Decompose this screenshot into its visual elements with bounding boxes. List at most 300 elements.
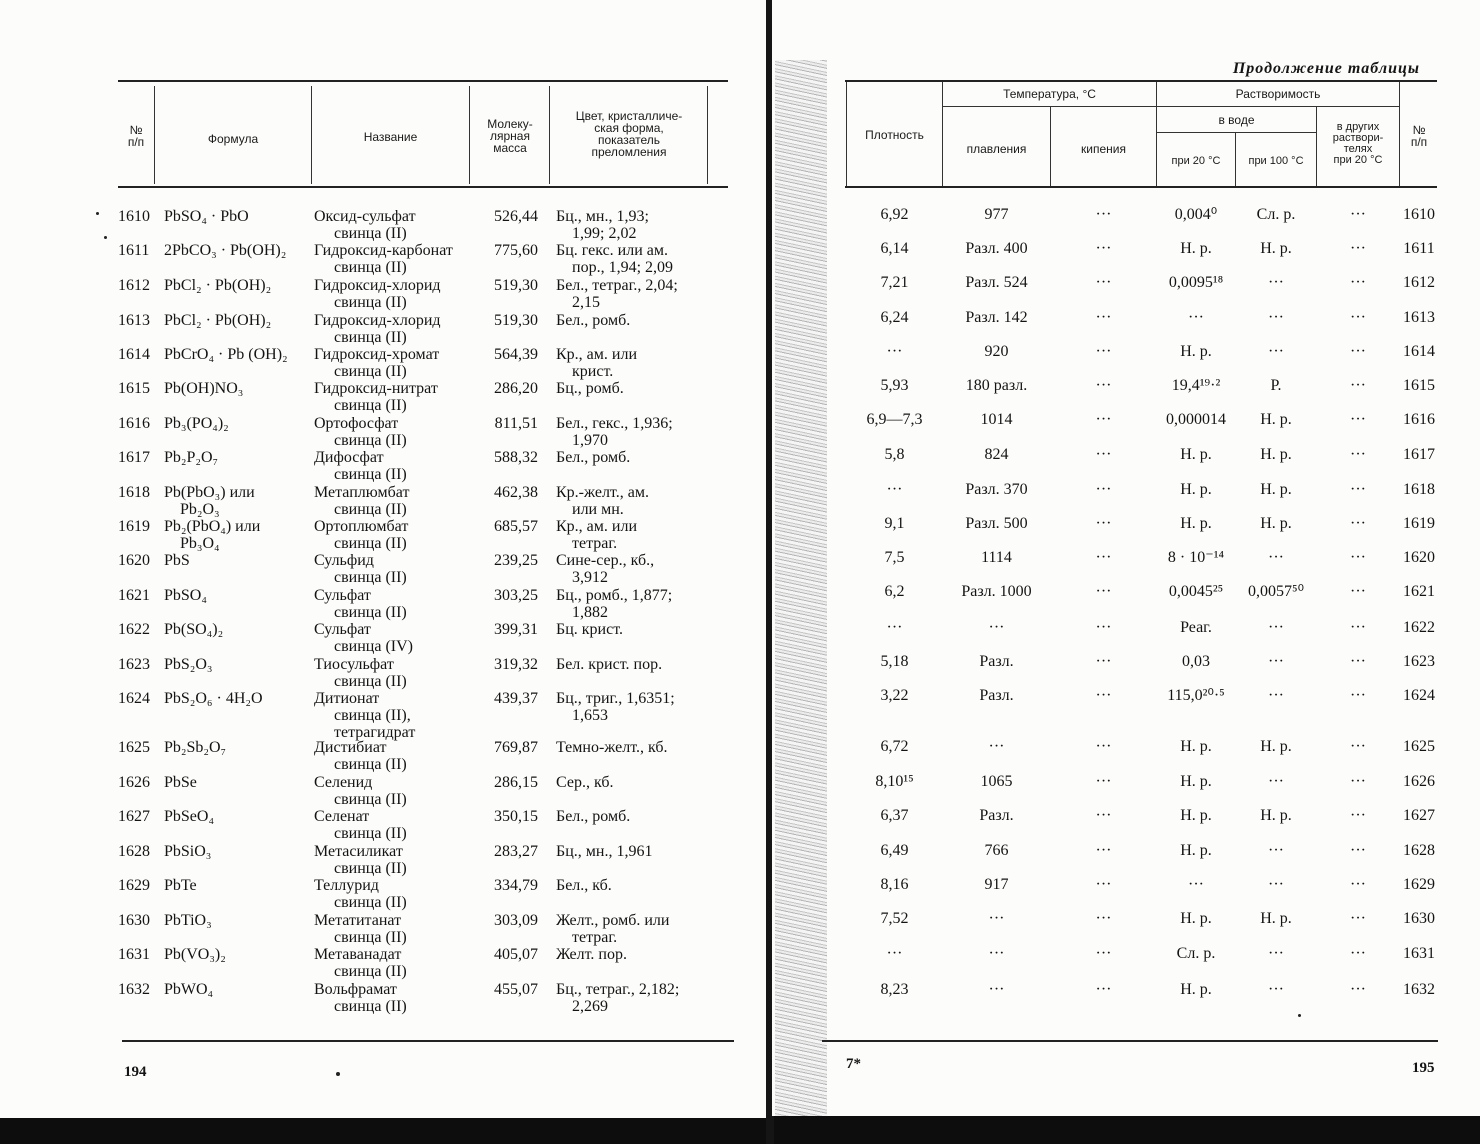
formula: PbSiO₃ bbox=[164, 843, 212, 860]
molar-mass: 439,37 bbox=[494, 690, 538, 707]
table-row bbox=[0, 552, 768, 586]
cell-s100: ··· bbox=[1268, 945, 1284, 962]
cell-melt: Разл. 524 bbox=[965, 274, 1028, 291]
cell-num: 1610 bbox=[1403, 206, 1435, 223]
table-row bbox=[772, 876, 1480, 910]
molar-mass: 564,39 bbox=[494, 346, 538, 363]
table-row bbox=[772, 842, 1480, 876]
header-num: № п/п bbox=[127, 123, 145, 149]
row-number: 1629 bbox=[118, 877, 150, 894]
cell-s100: ··· bbox=[1268, 842, 1284, 859]
cell-s20: 0,0045²⁵ bbox=[1168, 583, 1224, 600]
formula: Pb₂Sb₂O₇ bbox=[164, 739, 227, 756]
table-row bbox=[0, 587, 768, 621]
cell-s20: Н. р. bbox=[1180, 515, 1212, 532]
row-number: 1630 bbox=[118, 912, 150, 929]
table-row bbox=[772, 309, 1480, 343]
row-number: 1621 bbox=[118, 587, 150, 604]
compound-name-cont: свинца (II) bbox=[334, 963, 407, 980]
cell-melt: 1014 bbox=[980, 411, 1013, 428]
table-row bbox=[0, 877, 768, 911]
cell-melt: Разл. bbox=[979, 687, 1014, 704]
header-melting: плавления bbox=[966, 142, 1027, 156]
compound-name: Гидроксид-хромат bbox=[314, 346, 440, 363]
cell-boil: ··· bbox=[1095, 274, 1112, 291]
molar-mass: 286,20 bbox=[494, 380, 538, 397]
table-row bbox=[772, 773, 1480, 807]
cell-density: 5,8 bbox=[884, 446, 905, 463]
row-number: 1613 bbox=[118, 312, 150, 329]
compound-name-cont: свинца (II) bbox=[334, 894, 407, 911]
cell-other: ··· bbox=[1350, 377, 1366, 394]
row-number: 1624 bbox=[118, 690, 150, 707]
formula: PbS₂O₃ bbox=[164, 656, 213, 673]
cell-other: ··· bbox=[1350, 274, 1366, 291]
cell-melt: 977 bbox=[984, 206, 1009, 223]
bottom-rule bbox=[122, 1040, 734, 1042]
row-number: 1620 bbox=[118, 552, 150, 569]
table-row bbox=[772, 910, 1480, 944]
formula: PbSe bbox=[164, 774, 197, 791]
cell-boil: ··· bbox=[1095, 240, 1112, 257]
cell-other: ··· bbox=[1350, 343, 1366, 360]
cell-density: 6,92 bbox=[880, 206, 909, 223]
cell-density: 7,52 bbox=[880, 910, 909, 927]
formula: PbSO₄ bbox=[164, 587, 207, 604]
compound-name-cont: свинца (II) bbox=[334, 756, 407, 773]
cell-boil: ··· bbox=[1095, 583, 1112, 600]
color-form-cont: или мн. bbox=[572, 501, 624, 518]
compound-name: Дистибиат bbox=[314, 739, 387, 756]
color-form: Бц., триг., 1,6351; bbox=[556, 690, 675, 707]
formula: Pb₂P₂O₇ bbox=[164, 449, 219, 466]
page-number: 194 bbox=[124, 1064, 147, 1080]
compound-name-cont: свинца (II) bbox=[334, 329, 407, 346]
cell-s100: ··· bbox=[1268, 981, 1284, 998]
formula: PbSeO₄ bbox=[164, 808, 215, 825]
row-number: 1617 bbox=[118, 449, 150, 466]
table-row bbox=[772, 807, 1480, 841]
color-form: Бц. крист. bbox=[556, 621, 623, 638]
compound-name: Сульфид bbox=[314, 552, 374, 569]
compound-name-cont: свинца (II) bbox=[334, 466, 407, 483]
cell-s100: Н. р. bbox=[1260, 446, 1292, 463]
table-row bbox=[0, 346, 768, 380]
cell-s20: Н. р. bbox=[1180, 481, 1212, 498]
cell-boil: ··· bbox=[1095, 653, 1112, 670]
cell-melt: Разл. bbox=[979, 653, 1014, 670]
cell-s20: Н. р. bbox=[1180, 738, 1212, 755]
cell-num: 1614 bbox=[1403, 343, 1435, 360]
signature-mark: 7* bbox=[846, 1056, 861, 1072]
table-row bbox=[0, 739, 768, 773]
cell-other: ··· bbox=[1350, 411, 1366, 428]
color-form-cont: пор., 1,94; 2,09 bbox=[572, 259, 674, 276]
table-row bbox=[0, 242, 768, 276]
cell-s20: Сл. р. bbox=[1176, 945, 1216, 962]
cell-melt: ··· bbox=[988, 910, 1005, 927]
print-speck bbox=[96, 212, 99, 215]
cell-s20: Н. р. bbox=[1180, 910, 1212, 927]
page-number: 195 bbox=[1412, 1060, 1435, 1076]
table-row bbox=[0, 380, 768, 414]
row-number: 1623 bbox=[118, 656, 150, 673]
cell-melt: 917 bbox=[984, 876, 1009, 893]
cell-num: 1621 bbox=[1403, 583, 1435, 600]
print-speck bbox=[336, 1072, 340, 1076]
compound-name: Гидроксид-карбонат bbox=[314, 242, 453, 259]
molar-mass: 399,31 bbox=[494, 621, 538, 638]
cell-other: ··· bbox=[1350, 876, 1366, 893]
color-form: Бц. гекс. или ам. bbox=[556, 242, 669, 259]
color-form: Кр.-желт., ам. bbox=[556, 484, 649, 501]
color-form: Бел., кб. bbox=[556, 877, 612, 894]
compound-name: Сульфат bbox=[314, 587, 371, 604]
cell-other: ··· bbox=[1350, 481, 1366, 498]
compound-name-cont: свинца (II) bbox=[334, 998, 407, 1015]
cell-boil: ··· bbox=[1095, 309, 1112, 326]
color-form-cont: 1,882 bbox=[572, 604, 608, 621]
compound-name-cont: свинца (II) bbox=[334, 294, 407, 311]
table-row bbox=[0, 912, 768, 946]
cell-s20: 8 · 10⁻¹⁴ bbox=[1167, 549, 1225, 566]
cell-s100: ··· bbox=[1268, 309, 1284, 326]
color-form: Желт., ромб. или bbox=[556, 912, 670, 929]
cell-density: 8,16 bbox=[880, 876, 909, 893]
cell-s100: ··· bbox=[1268, 549, 1284, 566]
color-form: Сер., кб. bbox=[556, 774, 614, 791]
row-number: 1628 bbox=[118, 843, 150, 860]
cell-boil: ··· bbox=[1095, 343, 1112, 360]
col-divider bbox=[311, 86, 312, 184]
cell-melt: ··· bbox=[988, 981, 1005, 998]
cell-other: ··· bbox=[1350, 206, 1366, 223]
cell-other: ··· bbox=[1350, 981, 1366, 998]
cell-num: 1632 bbox=[1403, 981, 1435, 998]
molar-mass: 286,15 bbox=[494, 774, 538, 791]
cell-s20: Н. р. bbox=[1180, 240, 1212, 257]
color-form: Желт. пор. bbox=[556, 946, 627, 963]
cell-s100: Н. р. bbox=[1260, 515, 1292, 532]
formula: PbCrO₄ · Pb (OH)₂ bbox=[164, 346, 288, 363]
cell-density: ··· bbox=[886, 481, 903, 498]
cell-melt: Разл. 500 bbox=[965, 515, 1028, 532]
cell-s100: ··· bbox=[1268, 343, 1284, 360]
cell-boil: ··· bbox=[1095, 549, 1112, 566]
cell-boil: ··· bbox=[1095, 910, 1112, 927]
cell-s100: Н. р. bbox=[1260, 240, 1292, 257]
cell-density: ··· bbox=[886, 945, 903, 962]
table-row bbox=[0, 621, 768, 655]
cell-other: ··· bbox=[1350, 773, 1366, 790]
molar-mass: 283,27 bbox=[494, 843, 538, 860]
formula: PbCl₂ · Pb(OH)₂ bbox=[164, 312, 272, 329]
color-form: Бел., тетраг., 2,04; bbox=[556, 277, 678, 294]
header-other-solvents: в других раствори- телях при 20 °С bbox=[1332, 121, 1384, 166]
color-form-cont: крист. bbox=[572, 363, 614, 380]
color-form-cont: тетраг. bbox=[572, 929, 618, 946]
cell-other: ··· bbox=[1350, 549, 1366, 566]
molar-mass: 455,07 bbox=[494, 981, 538, 998]
cell-boil: ··· bbox=[1095, 945, 1112, 962]
row-number: 1610 bbox=[118, 208, 150, 225]
cell-density: 3,22 bbox=[880, 687, 909, 704]
header-at-100: при 100 °С bbox=[1248, 155, 1304, 167]
cell-num: 1626 bbox=[1403, 773, 1435, 790]
molar-mass: 303,25 bbox=[494, 587, 538, 604]
cell-other: ··· bbox=[1350, 807, 1366, 824]
table-row bbox=[0, 656, 768, 690]
header-subrule bbox=[1157, 132, 1316, 133]
cell-melt: Разл. bbox=[979, 807, 1014, 824]
color-form: Кр., ам. или bbox=[556, 346, 638, 363]
cell-s100: ··· bbox=[1268, 619, 1284, 636]
print-speck bbox=[1298, 1014, 1301, 1017]
col-divider bbox=[707, 86, 708, 184]
table-row bbox=[772, 343, 1480, 377]
cell-num: 1620 bbox=[1403, 549, 1435, 566]
cell-melt: Разл. 1000 bbox=[961, 583, 1032, 600]
color-form-cont: 1,99; 2,02 bbox=[572, 225, 637, 242]
compound-name: Селенид bbox=[314, 774, 373, 791]
cell-num: 1613 bbox=[1403, 309, 1435, 326]
cell-other: ··· bbox=[1350, 842, 1366, 859]
cell-num: 1616 bbox=[1403, 411, 1435, 428]
cell-density: 6,24 bbox=[880, 309, 909, 326]
table-row bbox=[772, 274, 1480, 308]
formula: Pb(VO₃)₂ bbox=[164, 946, 226, 963]
cell-s100: ··· bbox=[1268, 773, 1284, 790]
cell-density: 6,2 bbox=[884, 583, 905, 600]
formula: Pb₃(PO₄)₂ bbox=[164, 415, 229, 432]
cell-s100: ··· bbox=[1268, 687, 1284, 704]
molar-mass: 239,25 bbox=[494, 552, 538, 569]
formula: PbCl₂ · Pb(OH)₂ bbox=[164, 277, 272, 294]
table-row bbox=[772, 446, 1480, 480]
compound-name-cont: свинца (II) bbox=[334, 604, 407, 621]
molar-mass: 462,38 bbox=[494, 484, 538, 501]
cell-other: ··· bbox=[1350, 515, 1366, 532]
header-formula: Формула bbox=[207, 132, 259, 146]
cell-density: 6,72 bbox=[880, 738, 909, 755]
cell-s20: Н. р. bbox=[1180, 343, 1212, 360]
compound-name: Дитионат bbox=[314, 690, 380, 707]
compound-name: Вольфрамат bbox=[314, 981, 397, 998]
molar-mass: 811,51 bbox=[494, 415, 538, 432]
cell-other: ··· bbox=[1350, 240, 1366, 257]
cell-s20: Н. р. bbox=[1180, 981, 1212, 998]
compound-name: Селенат bbox=[314, 808, 370, 825]
row-number: 1622 bbox=[118, 621, 150, 638]
bottom-rule bbox=[822, 1040, 1438, 1042]
cell-melt: 1065 bbox=[980, 773, 1013, 790]
table-row bbox=[772, 481, 1480, 515]
cell-s100: ··· bbox=[1268, 876, 1284, 893]
formula-alt: Pb₃O₄ bbox=[180, 535, 220, 552]
compound-name-cont: свинца (II) bbox=[334, 225, 407, 242]
cell-s100: Н. р. bbox=[1260, 481, 1292, 498]
compound-name-cont: свинца (II) bbox=[334, 259, 407, 276]
row-number: 1626 bbox=[118, 774, 150, 791]
top-rule bbox=[845, 80, 1437, 82]
row-number: 1614 bbox=[118, 346, 150, 363]
color-form: Бел. крист. пор. bbox=[556, 656, 663, 673]
header-color: Цвет, кристалличе- ская форма, показатель преломления bbox=[575, 109, 683, 159]
cell-s20: 0,03 bbox=[1182, 653, 1210, 670]
formula: 2PbCO₃ · Pb(OH)₂ bbox=[164, 242, 287, 259]
cell-other: ··· bbox=[1350, 687, 1366, 704]
cell-density: 8,10¹⁵ bbox=[875, 773, 914, 790]
compound-name: Метасиликат bbox=[314, 843, 403, 860]
color-form: Сине-сер., кб., bbox=[556, 552, 655, 569]
header-subrule bbox=[943, 106, 1156, 107]
compound-name: Метаванадат bbox=[314, 946, 402, 963]
cell-num: 1627 bbox=[1403, 807, 1435, 824]
compound-name-cont: свинца (II) bbox=[334, 501, 407, 518]
formula: Pb₂(PbO₄) или bbox=[164, 518, 261, 535]
cell-num: 1612 bbox=[1403, 274, 1435, 291]
cell-other: ··· bbox=[1350, 583, 1366, 600]
row-number: 1612 bbox=[118, 277, 150, 294]
cell-other: ··· bbox=[1350, 910, 1366, 927]
formula: Pb(SO₄)₂ bbox=[164, 621, 224, 638]
cell-s100: 0,0057⁵⁰ bbox=[1248, 583, 1304, 600]
table-row bbox=[0, 449, 768, 483]
molar-mass: 526,44 bbox=[494, 208, 538, 225]
color-form-cont: 2,269 bbox=[572, 998, 608, 1015]
molar-mass: 334,79 bbox=[494, 877, 538, 894]
table-row bbox=[772, 583, 1480, 617]
row-number: 1619 bbox=[118, 518, 150, 535]
cell-density: 6,14 bbox=[880, 240, 909, 257]
formula: PbTiO₃ bbox=[164, 912, 212, 929]
compound-name-cont: свинца (II) bbox=[334, 432, 407, 449]
cell-s20: Н. р. bbox=[1180, 446, 1212, 463]
cell-other: ··· bbox=[1350, 738, 1366, 755]
continuation-label: Продолжение таблицы bbox=[1232, 60, 1420, 77]
compound-name: Гидроксид-хлорид bbox=[314, 312, 441, 329]
molar-mass: 775,60 bbox=[494, 242, 538, 259]
cell-s20: ··· bbox=[1188, 309, 1204, 326]
compound-name: Теллурид bbox=[314, 877, 379, 894]
formula: PbS bbox=[164, 552, 190, 569]
cell-melt: Разл. 142 bbox=[965, 309, 1028, 326]
table-row bbox=[772, 738, 1480, 772]
print-speck bbox=[104, 236, 107, 239]
cell-boil: ··· bbox=[1095, 515, 1112, 532]
compound-name-cont: свинца (II) bbox=[334, 569, 407, 586]
row-number: 1631 bbox=[118, 946, 150, 963]
compound-name-cont: свинца (II), bbox=[334, 707, 411, 724]
table-row bbox=[0, 415, 768, 449]
header-in-water: в воде bbox=[1218, 113, 1255, 127]
cell-num: 1619 bbox=[1403, 515, 1435, 532]
molar-mass: 685,57 bbox=[494, 518, 538, 535]
cell-s20: Реаг. bbox=[1180, 619, 1212, 636]
header-mass: Молеку- лярная масса bbox=[487, 117, 533, 155]
cell-num: 1623 bbox=[1403, 653, 1435, 670]
header-rule bbox=[118, 186, 728, 188]
molar-mass: 769,87 bbox=[494, 739, 538, 756]
col-divider bbox=[469, 86, 470, 184]
table-row bbox=[772, 206, 1480, 240]
cell-other: ··· bbox=[1350, 619, 1366, 636]
color-form-cont: 1,970 bbox=[572, 432, 608, 449]
row-number: 1632 bbox=[118, 981, 150, 998]
cell-num: 1615 bbox=[1403, 377, 1435, 394]
cell-s20: ··· bbox=[1188, 876, 1204, 893]
cell-s20: 115,0²⁰·⁵ bbox=[1167, 687, 1225, 704]
header-num: № п/п bbox=[1410, 123, 1428, 149]
cell-melt: 920 bbox=[984, 343, 1009, 360]
molar-mass: 588,32 bbox=[494, 449, 538, 466]
molar-mass: 350,15 bbox=[494, 808, 538, 825]
color-form: Бел., ромб. bbox=[556, 312, 631, 329]
color-form-cont: 2,15 bbox=[572, 294, 600, 311]
formula: PbTe bbox=[164, 877, 197, 894]
cell-s100: ··· bbox=[1268, 274, 1284, 291]
formula: PbWO₄ bbox=[164, 981, 214, 998]
cell-s20: 0,0095¹⁸ bbox=[1168, 274, 1224, 291]
color-form: Бц., мн., 1,961 bbox=[556, 843, 653, 860]
compound-name-cont: свинца (IV) bbox=[334, 638, 413, 655]
cell-boil: ··· bbox=[1095, 411, 1112, 428]
cell-s20: 0,004⁰ bbox=[1174, 206, 1218, 223]
color-form: Бц., мн., 1,93; bbox=[556, 208, 649, 225]
cell-s100: Н. р. bbox=[1260, 807, 1292, 824]
cell-s20: 19,4¹⁹·² bbox=[1171, 377, 1221, 394]
row-number: 1625 bbox=[118, 739, 150, 756]
compound-name: Оксид-сульфат bbox=[314, 208, 416, 225]
cell-other: ··· bbox=[1350, 653, 1366, 670]
compound-name: Тиосульфат bbox=[314, 656, 394, 673]
table-row bbox=[772, 411, 1480, 445]
molar-mass: 519,30 bbox=[494, 312, 538, 329]
cell-melt: 180 разл. bbox=[965, 377, 1028, 394]
molar-mass: 319,32 bbox=[494, 656, 538, 673]
table-row bbox=[772, 240, 1480, 274]
molar-mass: 303,09 bbox=[494, 912, 538, 929]
color-form: Темно-желт., кб. bbox=[556, 739, 668, 756]
cell-num: 1625 bbox=[1403, 738, 1435, 755]
table-row bbox=[772, 619, 1480, 653]
formula-alt: Pb₂O₃ bbox=[180, 501, 220, 518]
compound-name: Метаплюмбат bbox=[314, 484, 410, 501]
color-form: Бц., ромб. bbox=[556, 380, 624, 397]
cell-s20: Н. р. bbox=[1180, 807, 1212, 824]
compound-name-cont: свинца (II) bbox=[334, 673, 407, 690]
cell-num: 1630 bbox=[1403, 910, 1435, 927]
cell-num: 1628 bbox=[1403, 842, 1435, 859]
table-row bbox=[0, 690, 768, 741]
cell-num: 1631 bbox=[1403, 945, 1435, 962]
color-form-cont: тетраг. bbox=[572, 535, 618, 552]
cell-other: ··· bbox=[1350, 446, 1366, 463]
formula: Pb(PbO₃) или bbox=[164, 484, 255, 501]
cell-melt: Разл. 400 bbox=[965, 240, 1028, 257]
color-form-cont: 3,912 bbox=[572, 569, 608, 586]
cell-s100: ··· bbox=[1268, 653, 1284, 670]
header-subrule bbox=[1157, 106, 1399, 107]
cell-boil: ··· bbox=[1095, 738, 1112, 755]
cell-boil: ··· bbox=[1095, 481, 1112, 498]
row-number: 1615 bbox=[118, 380, 150, 397]
compound-name-cont: свинца (II) bbox=[334, 535, 407, 552]
cell-s100: Сл. р. bbox=[1256, 206, 1296, 223]
cell-melt: Разл. 370 bbox=[965, 481, 1028, 498]
table-row bbox=[772, 653, 1480, 687]
cell-s20: Н. р. bbox=[1180, 773, 1212, 790]
